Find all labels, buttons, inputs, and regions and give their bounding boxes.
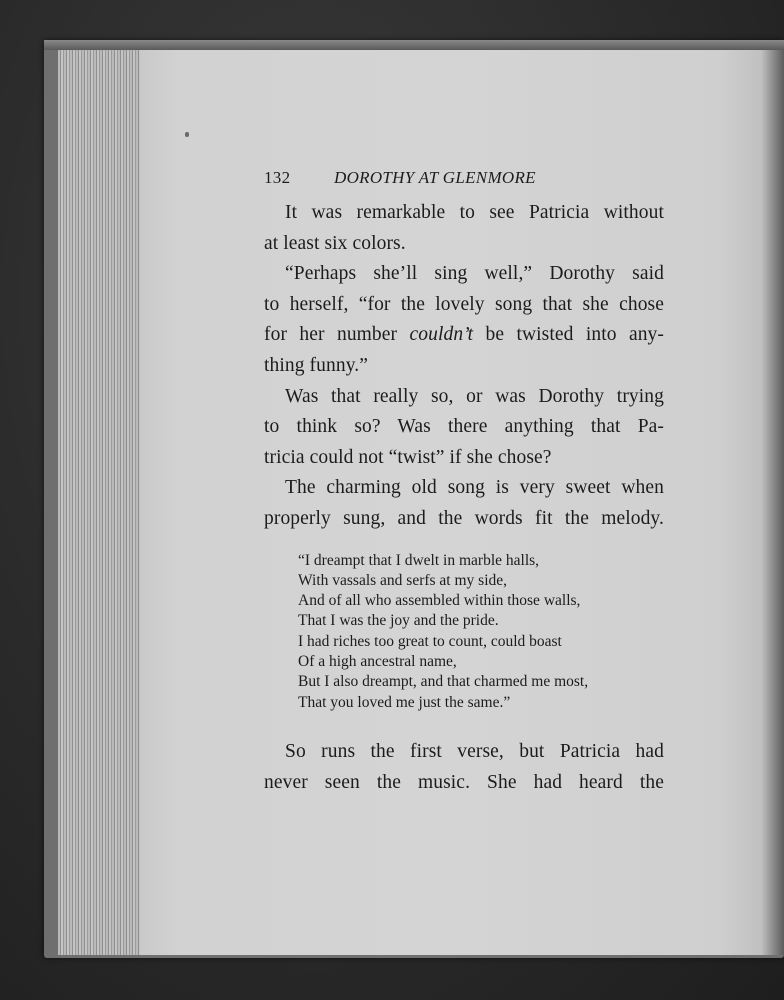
text-line: at least six colors. [264, 232, 406, 254]
text-line: The charming old song is very sweet when [285, 477, 664, 499]
page-number: 132 [264, 168, 291, 187]
poem-line: But I also dreampt, and that charmed me most, [298, 673, 589, 691]
page-text [264, 168, 664, 798]
text-segment: for her number [264, 324, 410, 346]
text-line: never seen the music. She had heard the [264, 771, 664, 793]
text-line: Was that really so, or was Dorothy trying [285, 385, 664, 407]
text-line: to think so? Was there anything that Pa- [264, 416, 664, 438]
poem-line: “I dreampt that I dwelt in marble halls, [298, 551, 540, 569]
paragraph [264, 382, 664, 474]
page-blemish [185, 132, 189, 137]
cover-top-edge [44, 40, 784, 50]
text-line: to herself, “for the lovely song that she chose [264, 293, 664, 315]
page-edges [58, 50, 143, 955]
spine-shadow [762, 50, 784, 955]
poem-line: I had riches too great to count, could boast [298, 632, 562, 650]
paragraph [264, 737, 664, 798]
text-line: tricia could not “twist” if she chose? [264, 446, 552, 468]
paragraph [264, 259, 664, 381]
text-line: So runs the first verse, but Patricia had [285, 740, 664, 762]
poem-verse [298, 551, 664, 713]
poem-line: That I was the joy and the pride. [298, 612, 499, 630]
text-segment: be twisted into any- [473, 324, 664, 346]
paragraph [264, 473, 664, 534]
running-head [264, 168, 664, 198]
text-line: thing funny.” [264, 354, 369, 376]
paragraph [264, 198, 664, 259]
emphasis: couldn’t [409, 324, 474, 346]
poem-line: With vassals and serfs at my side, [298, 571, 508, 589]
running-head-title: DOROTHY AT GLENMORE [334, 168, 536, 187]
text-line [264, 320, 664, 351]
text-line: “Perhaps she’ll sing well,” Dorothy said [285, 263, 664, 285]
text-line: It was remarkable to see Patricia without [285, 202, 664, 223]
poem-line: That you loved me just the same.” [298, 693, 511, 711]
text-line: properly sung, and the words fit the melody. [264, 507, 664, 529]
poem-line: And of all who assembled within those walls, [298, 592, 581, 610]
poem-line: Of a high ancestral name, [298, 653, 457, 671]
